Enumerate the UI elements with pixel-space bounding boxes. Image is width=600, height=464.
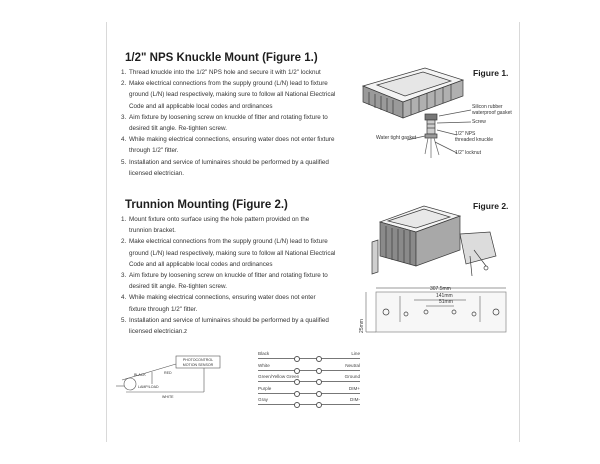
- callout-silicon-gasket-line2: waterproof gasket: [472, 110, 512, 116]
- dimension-inner-width: 51mm: [439, 299, 453, 305]
- wire-line: [258, 358, 360, 359]
- section1-step-3: [121, 112, 335, 123]
- section2-step-3-line-2: [121, 281, 335, 292]
- section2-step-4-line-2: [121, 304, 335, 315]
- step-text: licensed electrician.: [129, 169, 184, 177]
- sensor-box-line2: MOTION SENSOR: [182, 363, 214, 367]
- wire-line: [258, 370, 360, 371]
- section2-step-1-line-2: [121, 225, 335, 236]
- figure2-trunnion-diagram: [362, 196, 512, 346]
- section1-step-1: [121, 67, 335, 78]
- callout-silicon-gasket: [472, 104, 512, 116]
- step-text: trunnion bracket.: [129, 227, 176, 235]
- section1-step-4-line-2: [121, 145, 335, 156]
- step-text: desired tilt angle. Re-tighten screw.: [129, 125, 228, 133]
- callout-screw: Screw: [472, 119, 486, 125]
- wiring-row: [258, 350, 360, 362]
- section1-step-2-line-3: [121, 101, 335, 112]
- wire-color: Black: [258, 351, 270, 356]
- step-number: 5.: [121, 158, 127, 166]
- section2-step-2-line-3: [121, 259, 335, 270]
- step-number: 1.: [121, 216, 127, 223]
- wiring-row: [258, 385, 360, 397]
- callout-knuckle-line2: threaded knuckle: [455, 137, 494, 143]
- section2-step-5: [121, 315, 335, 326]
- step-text: Thread knuckle into the 1/2" NPS hole and secure it with 1/2" locknut: [129, 69, 321, 76]
- step-text: ground (L/N) lead respectively, making sure to follow all National Electrical: [129, 91, 336, 99]
- wire-function: Ground: [344, 374, 360, 380]
- sensor-label-lamp: LAMP/LOAD: [138, 385, 159, 389]
- step-text: Mount fixture onto surface using the hole pattern provided on the: [129, 216, 310, 223]
- wiring-row: [258, 362, 360, 374]
- callout-knuckle: [455, 131, 493, 143]
- section1-step-5-line-2: [121, 168, 335, 179]
- wire-color: Purple: [258, 385, 272, 391]
- step-number: 3.: [121, 113, 127, 121]
- callout-knuckle-line1: 1/2" NPS: [455, 131, 476, 137]
- sensor-label-white: WHITE: [162, 395, 174, 399]
- section2-step-5-line-2: [121, 326, 335, 337]
- step-number: 3.: [121, 272, 127, 280]
- dimension-total-width: 307.5mm: [430, 286, 451, 292]
- wire-color: White: [258, 362, 270, 368]
- step-text: Code and all applicable local codes and ordinances: [129, 260, 273, 268]
- section2-step-2-line-2: [121, 248, 335, 259]
- step-text: ground (L/N) lead respectively, making sure to follow all National Electrical: [129, 249, 336, 257]
- step-text: Aim fixture by loosening screw on knuckle of fitter and rotating fixture to: [129, 113, 328, 121]
- wiring-table: [258, 350, 360, 408]
- section1-step-2: [121, 78, 335, 89]
- step-text: desired tilt angle. Re-tighten screw.: [129, 283, 228, 291]
- step-text: through 1/2" fitter.: [129, 147, 179, 155]
- section1-steps: [121, 67, 335, 179]
- step-number: 4.: [121, 136, 127, 144]
- section1-step-2-line-2: [121, 89, 335, 100]
- wire-connector-left: [294, 402, 300, 408]
- page-border-left: [106, 22, 107, 442]
- wire-function: Line: [351, 351, 360, 356]
- step-text: Installation and service of luminaires should be performed by a qualified: [129, 158, 329, 166]
- step-text: Make electrical connections from the supply ground (L/N) lead to fixture: [129, 80, 328, 88]
- section1-title: 1/2" NPS Knuckle Mount (Figure 1.): [125, 52, 318, 64]
- wire-function: DIM-: [350, 397, 360, 403]
- step-number: 4.: [121, 294, 127, 302]
- wire-line: [258, 381, 360, 382]
- step-text: Code and all applicable local codes and ordinances: [129, 102, 273, 110]
- figure1-label: Figure 1.: [473, 68, 509, 78]
- section2-step-3: [121, 270, 335, 281]
- wire-line: [258, 404, 360, 405]
- section2-step-1: [121, 214, 335, 225]
- callout-water-gasket: Water tight gasket: [376, 135, 417, 141]
- section2-step-4: [121, 292, 335, 303]
- step-number: 5.: [121, 316, 127, 324]
- wiring-row: [258, 373, 360, 385]
- section2-title: Trunnion Mounting (Figure 2.): [125, 199, 288, 211]
- step-text: Installation and service of luminaires should be performed by a qualified: [129, 316, 329, 324]
- section1-step-3-line-2: [121, 123, 335, 134]
- section1-step-5: [121, 157, 335, 168]
- step-number: 2.: [121, 238, 127, 246]
- wire-color: Green/Yellow Green: [258, 374, 300, 380]
- step-text: licensed electrician.z: [129, 328, 188, 336]
- sensor-label-red: RED: [164, 371, 172, 375]
- wire-line: [258, 393, 360, 394]
- sensor-label-black: BLACK: [134, 373, 146, 377]
- wire-connector-right: [316, 402, 322, 408]
- step-text: Make electrical connections from the supply ground (L/N) lead to fixture: [129, 238, 328, 246]
- sensor-wiring-diagram: [112, 352, 230, 407]
- page-border-right: [519, 22, 520, 442]
- wiring-row: [258, 396, 360, 408]
- step-text: fixture through 1/2" fitter.: [129, 305, 198, 313]
- step-text: While making electrical connections, ensuring water does not enter fixture: [129, 136, 335, 144]
- dimension-mid-width: 141mm: [436, 293, 453, 299]
- step-text: While making electrical connections, ensuring water does not enter: [129, 294, 316, 302]
- section1-step-4: [121, 134, 335, 145]
- section2-steps: [121, 214, 335, 337]
- step-text: Aim fixture by loosening screw on knuckle of fitter and rotating fixture to: [129, 272, 328, 280]
- wire-color: Gray: [258, 397, 268, 403]
- step-number: 1.: [121, 69, 127, 76]
- wire-function: DIM+: [348, 385, 360, 391]
- wire-function: Neutral: [345, 362, 360, 368]
- sensor-box-line1: PHOTOCONTROL: [182, 358, 214, 362]
- callout-locknut: 1/2" locknut: [455, 150, 481, 156]
- section2-step-2: [121, 236, 335, 247]
- dimension-height: 25mm: [358, 319, 365, 333]
- callout-silicon-gasket-line1: Silicon rubber: [472, 104, 503, 110]
- figure2-label: Figure 2.: [473, 201, 509, 211]
- step-number: 2.: [121, 80, 127, 88]
